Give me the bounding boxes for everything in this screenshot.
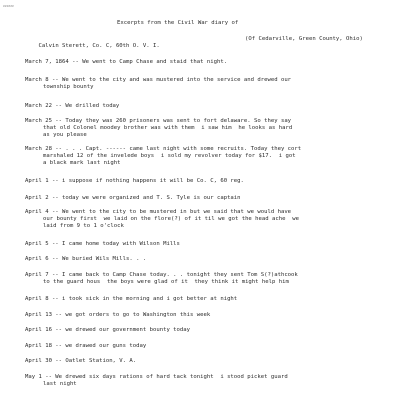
entry-line: April 7 -- I came back to Camp Chase today. . . tonight they sent Tom S(?)athcook [25,272,298,278]
entry-line: April 2 -- today we were organized and T. S. Tyle is our captain [25,195,241,201]
entry-line: April 6 -- We buried Wils Mills. . . [25,256,147,262]
entry-line: March 22 -- We drilled today [25,103,120,109]
diary-entry [25,256,385,263]
diary-entry [25,195,385,202]
entry-line: March 7, 1864 -- We went to Camp Chase and staid that night. [25,59,228,65]
diary-entry [25,103,385,110]
diary-entry [25,272,385,286]
entry-line: April 1 -- i suppose if nothing happens it will be Co. C, 60 reg. [25,178,244,184]
author-hometown: (Of Cedarville, Green County, Ohio) [245,36,363,42]
margin-mark: ###### [3,4,14,8]
diary-entry [25,374,385,388]
diary-entry [25,209,385,230]
entry-line: April 30 -- Oatlet Station, V. A. [25,358,137,364]
diary-entry [25,327,385,334]
entry-line: that old Colonel moodey brother was with them i saw him he looks as hard [43,125,293,131]
entry-line: marshaled 12 of the invelede boys i sold my revolver today for $17. i got [43,153,296,159]
entry-line: a black mark last night [43,160,121,166]
diary-entry [25,312,385,319]
entry-line: April 13 -- we got orders to go to Washington this week [25,312,211,318]
entry-line: township bounty [43,84,94,90]
author-name: Calvin Sterett, Co. C, 60th O. V. I. [38,43,160,49]
entry-line: March 8 -- We went to the city and was mustered into the service and drewed our [25,77,292,83]
diary-entry [25,77,385,91]
entry-line: as you please [43,132,87,138]
entry-line: last night [43,381,77,387]
diary-entry [25,343,385,350]
diary-entry [25,358,385,365]
diary-entry [25,118,385,139]
entry-line: May 1 -- We drewed six days rations of hard tack tonight i stood picket guard [25,374,288,380]
diary-entry [25,146,385,167]
entry-line: March 28 -- . . . Capt. ------ came last night with some recruits. Today they cort [25,146,302,152]
document-title: Excerpts from the Civil War diary of [117,20,239,26]
entry-line: to the guard hous the boys were glad of it they think it might help him [43,279,289,285]
entry-line: April 4 -- We went to the city to be mustered in but we said that we would have [25,209,292,215]
entry-line: laid from 9 to 1 o'clock [43,223,124,229]
diary-entry [25,178,385,185]
entry-line: April 5 -- I came home today with Wilson Mills [25,241,180,247]
entry-line: April 16 -- we drewed our government bounty today [25,327,191,333]
entry-line: our bounty first we laid on the flore(?) of it til we got the head ache we [43,216,299,222]
entry-line: April 18 -- we drawed our guns today [25,343,147,349]
entry-line: March 25 -- Today they was 260 prisoners was sent to fort delaware. So they say [25,118,292,124]
diary-entry [25,241,385,248]
diary-entry [25,59,385,66]
diary-entry [25,296,385,303]
entry-line: April 8 -- i took sick in the morning and i got better at night [25,296,238,302]
